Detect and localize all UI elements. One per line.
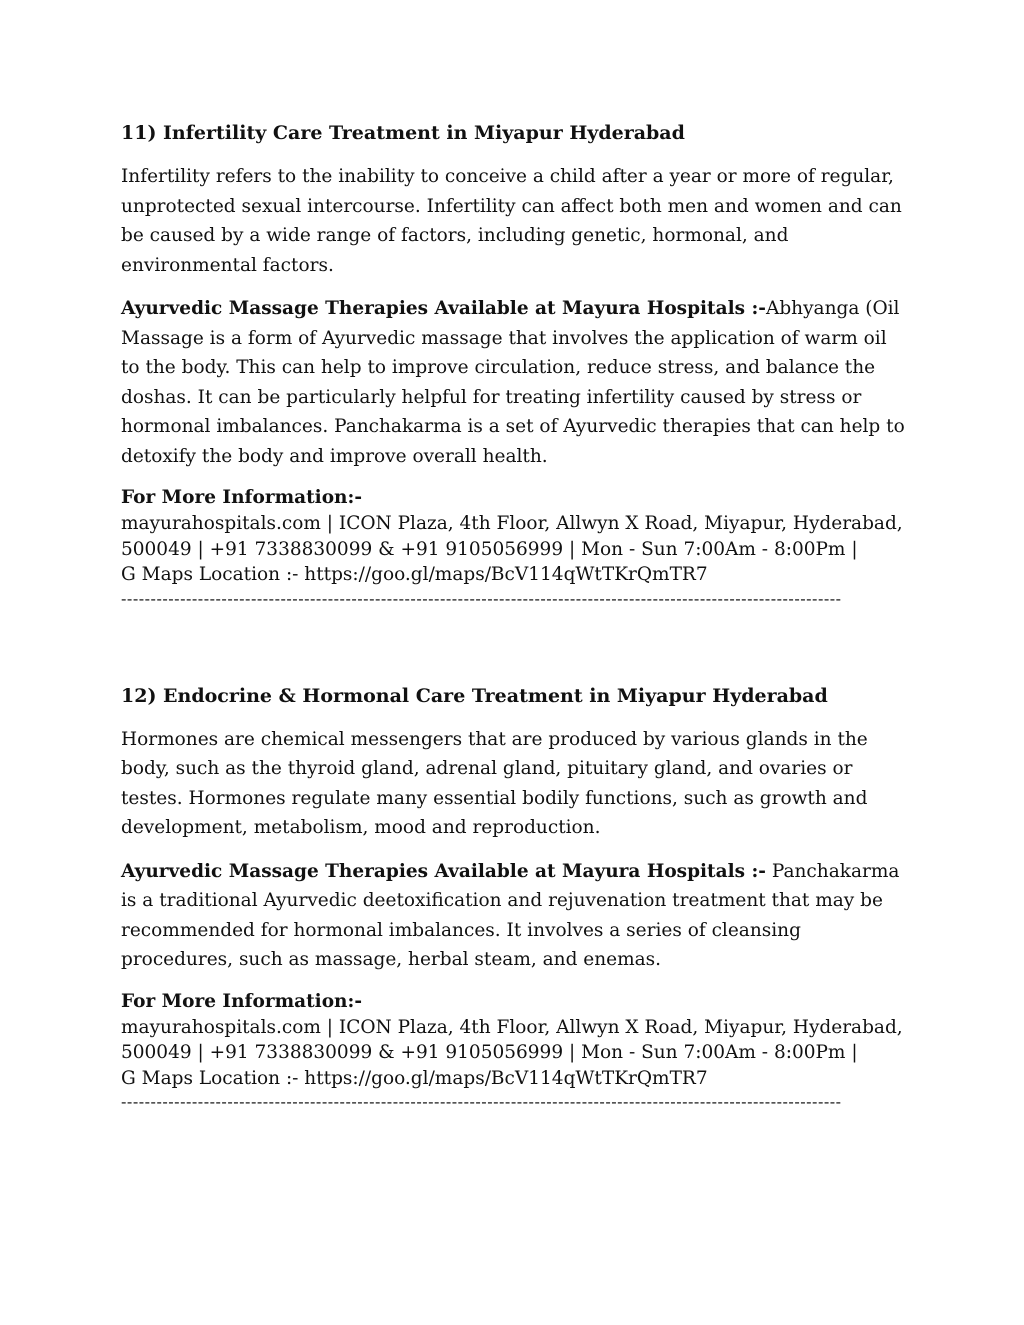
contact-line-address: mayurahospitals.com | ICON Plaza, 4th Floor, Allwyn X Road, Miyapur, Hyderabad, xyxy=(121,513,903,534)
section-heading: 11) Infertility Care Treatment in Miyapur Hyderabad xyxy=(121,122,685,144)
dashed-divider: -------------------------------------------------------------------------------------------------------------------------- xyxy=(121,588,842,608)
info-heading: For More Information:- xyxy=(121,487,363,508)
section-heading: 12) Endocrine & Hormonal Care Treatment in Miyapur Hyderabad xyxy=(121,684,828,707)
intro-paragraph: Hormones are chemical messengers that are produced by various glands in the body, such as the thyroid gland, adrenal gland, pituitary gland, and ovaries or testes. Hormones regulate many essential bodily functions, such as growth and development, metabolism, mood and reproduction. xyxy=(121,728,868,838)
info-heading: For More Information:- xyxy=(121,990,363,1012)
contact-line-phone-hours: 500049 | +91 7338830099 & +91 9105056999 | Mon - Sun 7:00Am - 8:00Pm | xyxy=(121,538,858,560)
maps-location-link[interactable]: G Maps Location :- https://goo.gl/maps/BcV114qWtTKrQmTR7 xyxy=(121,1067,708,1089)
therapy-label: Ayurvedic Massage Therapies Available at Mayura Hospitals :- xyxy=(121,860,766,882)
section-endocrine xyxy=(121,681,911,1114)
dashed-divider: -------------------------------------------------------------------------------------------------------------------------- xyxy=(121,1092,842,1111)
therapy-text: Panchakarma is a traditional Ayurvedic deetoxification and rejuvenation treatment that may be recommended for hormonal imbalances. It involves a series of cleansing procedures, such as massage, herbal steam, and enemas. xyxy=(121,860,900,970)
therapy-paragraph xyxy=(121,857,911,975)
therapy-label: Ayurvedic Massage Therapies Available at Mayura Hospitals :- xyxy=(121,298,766,319)
therapy-text: Abhyanga (Oil Massage is a form of Ayurvedic massage that involves the application of warm oil to the body. This can help to improve circulation, reduce stress, and balance the doshas. It can be particularly helpful for treating infertility caused by stress or hormonal imbalances. Panchakarma is a set of Ayurvedic therapies that can help to detoxify the body and improve overall health. xyxy=(121,298,905,467)
intro-paragraph: Infertility refers to the inability to conceive a child after a year or more of regular, unprotected sexual intercourse. Infertility can affect both men and women and can be caused by a wide range of factors, including genetic, hormonal, and environmental factors. xyxy=(121,166,902,276)
contact-line-address: mayurahospitals.com | ICON Plaza, 4th Floor, Allwyn X Road, Miyapur, Hyderabad, xyxy=(121,1016,903,1038)
section-spacer xyxy=(121,610,911,681)
section-infertility xyxy=(121,118,911,610)
contact-line-phone-hours: 500049 | +91 7338830099 & +91 9105056999 | Mon - Sun 7:00Am - 8:00Pm | xyxy=(121,1042,858,1063)
document-page xyxy=(121,118,911,1113)
therapy-paragraph xyxy=(121,294,911,471)
maps-location-link[interactable]: G Maps Location :- https://goo.gl/maps/BcV114qWtTKrQmTR7 xyxy=(121,564,708,585)
